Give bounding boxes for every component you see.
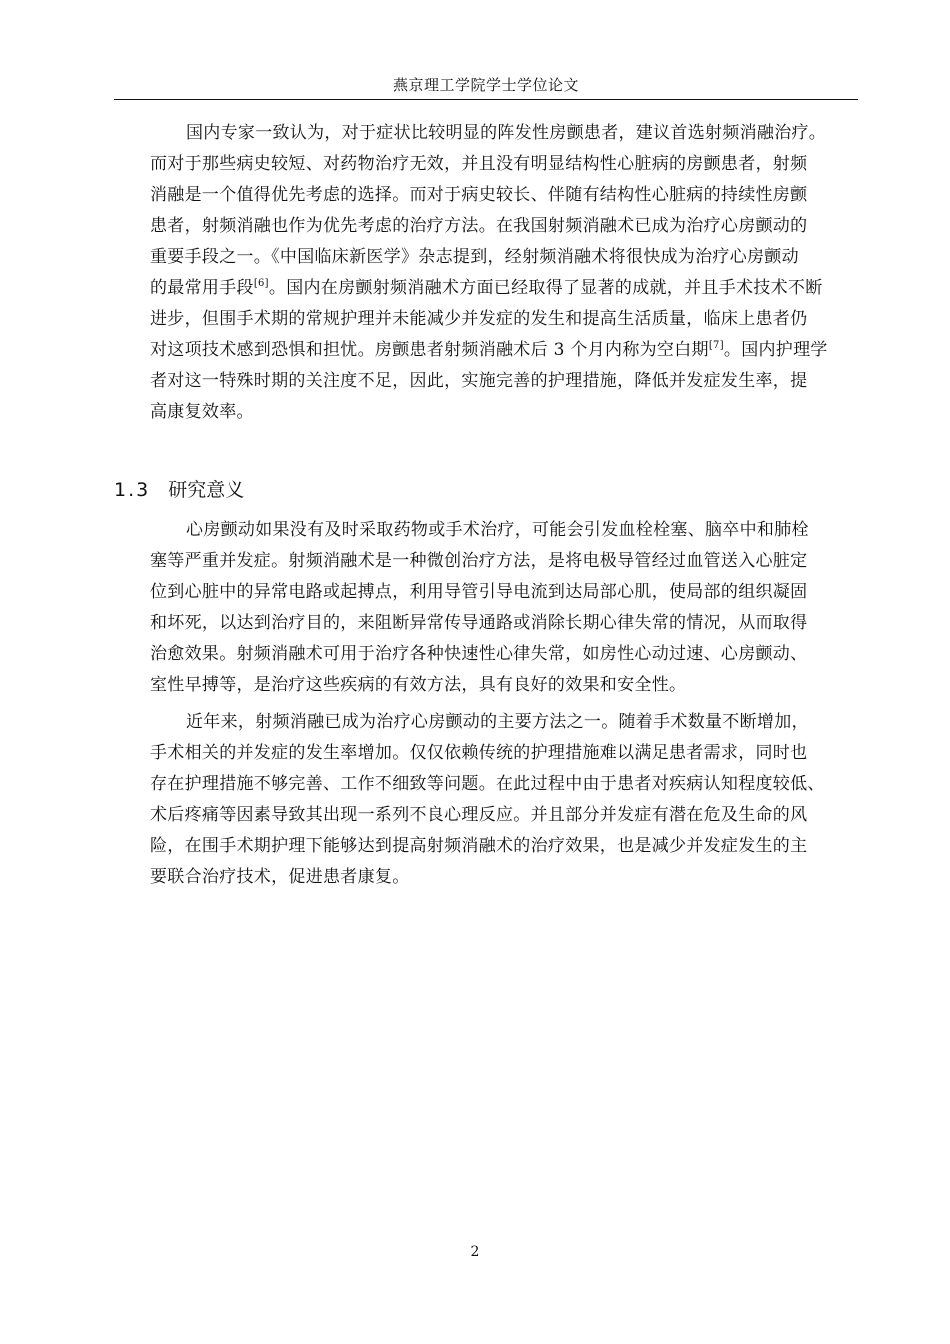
paragraph-line: 要联合治疗技术，促进患者康复。 xyxy=(150,867,410,887)
paragraph-line: 而对于那些病史较短、对药物治疗无效，并且没有明显结构性心脏病的房颤患者，射频 xyxy=(150,154,808,174)
paragraph-line: 位到心脏中的异常电路或起搏点，利用导管引导电流到达局部心肌，使局部的组织凝固 xyxy=(150,582,808,602)
section-title: 研究意义 xyxy=(168,479,245,501)
paragraph-line: 术后疼痛等因素导致其出现一系列不良心理反应。并且部分并发症有潜在危及生命的风 xyxy=(150,805,808,825)
paragraph-line: 对这项技术感到恐惧和担忧。房颤患者射频消融术后 3 个月内称为空白期[7]。国内护理学 xyxy=(150,340,828,360)
paragraph-line: 手术相关的并发症的发生率增加。仅仅依赖传统的护理措施难以满足患者需求，同时也 xyxy=(150,743,808,763)
significance-paragraph-1 xyxy=(114,515,858,701)
page-number: 2 xyxy=(470,1244,480,1260)
section-heading xyxy=(114,476,244,504)
paragraph-line: 高康复效率。 xyxy=(150,402,254,422)
paragraph-line: 的最常用手段[6]。国内在房颤射频消融术方面已经取得了显著的成就，并且手术技术不断 xyxy=(150,278,823,298)
paragraph-line: 治愈效果。射频消融术可用于治疗各种快速性心律失常，如房性心动过速、心房颤动、 xyxy=(150,644,808,664)
section-number: 1.3 xyxy=(114,479,151,501)
paragraph-line: 和坏死，以达到治疗目的，来阻断异常传导通路或消除长期心律失常的情况，从而取得 xyxy=(150,613,808,633)
paragraph-line: 心房颤动如果没有及时采取药物或手术治疗，可能会引发血栓栓塞、脑卒中和肺栓 xyxy=(186,520,809,540)
paragraph-line: 者对这一特殊时期的关注度不足，因此，实施完善的护理措施，降低并发症发生率，提 xyxy=(150,371,808,391)
citation-ref[interactable]: [6] xyxy=(253,278,269,289)
paragraph-line: 险，在围手术期护理下能够达到提高射频消融术的治疗效果，也是减少并发症发生的主 xyxy=(150,836,808,856)
paragraph-line: 重要手段之一。《中国临床新医学》杂志提到，经射频消融术将很快成为治疗心房颤动 xyxy=(150,247,799,267)
paragraph-line: 存在护理措施不够完善、工作不细致等问题。在此过程中由于患者对疾病认知程度较低、 xyxy=(150,774,825,794)
paragraph-line: 患者，射频消融也作为优先考虑的治疗方法。在我国射频消融术已成为治疗心房颤动的 xyxy=(150,216,808,236)
paragraph-line: 塞等严重并发症。射频消融术是一种微创治疗方法，是将电极导管经过血管送入心脏定 xyxy=(150,551,808,571)
significance-paragraph-2 xyxy=(114,707,858,893)
header-rule xyxy=(114,99,858,100)
paragraph-line: 室性早搏等，是治疗这些疾病的有效方法，具有良好的效果和安全性。 xyxy=(150,675,687,695)
paragraph-line: 进步，但围手术期的常规护理并未能减少并发症的发生和提高生活质量，临床上患者仍 xyxy=(150,309,808,329)
running-header: 燕京理工学院学士学位论文 xyxy=(392,76,579,94)
paragraph-line: 消融是一个值得优先考虑的选择。而对于病史较长、伴随有结构性心脏病的持续性房颤 xyxy=(150,185,808,205)
paragraph-line: 国内专家一致认为，对于症状比较明显的阵发性房颤患者，建议首选射频消融治疗。 xyxy=(186,123,827,143)
paragraph-line: 近年来，射频消融已成为治疗心房颤动的主要方法之一。随着手术数量不断增加， xyxy=(186,712,809,732)
intro-paragraph xyxy=(114,118,858,428)
citation-ref[interactable]: [7] xyxy=(708,340,724,351)
